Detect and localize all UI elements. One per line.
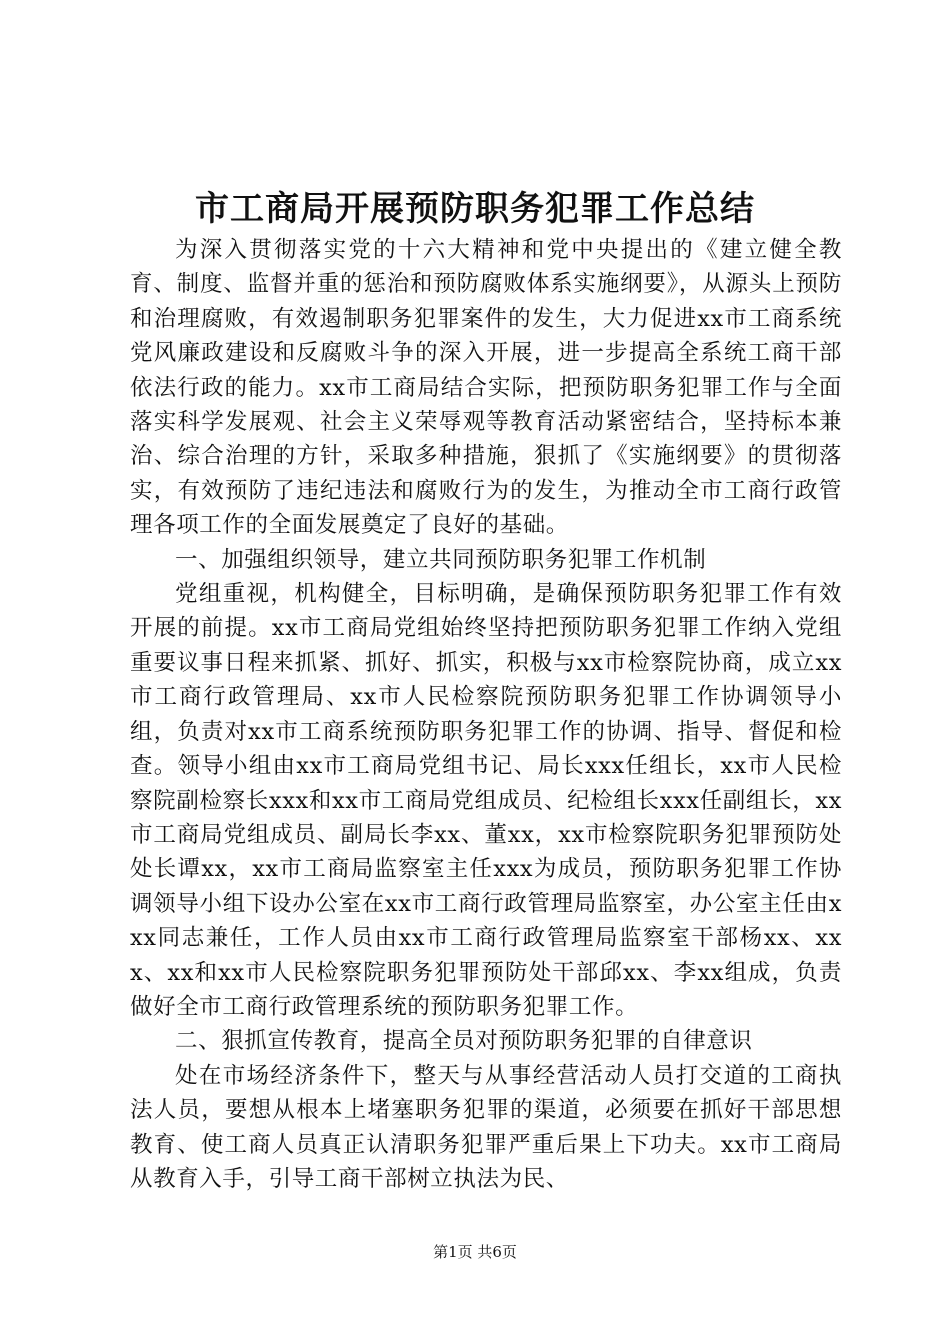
section-heading-2: 二、狠抓宣传教育，提高全员对预防职务犯罪的自律意识 xyxy=(175,1028,753,1055)
paragraph-education: 处在市场经济条件下，整天与从事经营活动人员打交道的工商执法人员，要想从根本上堵塞职务犯罪的渠道，必须要在抓好干部思想教育、使工商人员真正认清职务犯罪严重后果上下功夫。xx市工商局从教育入手，引导工商干部树立执法为民、 xyxy=(130,1062,842,1192)
page-number-footer: 第1页 共6页 xyxy=(433,1243,517,1261)
document-title: 市工商局开展预防职务犯罪工作总结 xyxy=(195,189,755,229)
paragraph-organization: 党组重视，机构健全，目标明确，是确保预防职务犯罪工作有效开展的前提。xx市工商局党组始终坚持把预防职务犯罪工作纳入党组重要议事日程来抓紧、抓好、抓实，积极与xx市检察院协商，成立xx市工商行政管理局、xx市人民检察院预防职务犯罪工作协调领导小组，负责对xx市工商系统预防职务犯罪工作的协调、指导、督促和检查。领导小组由xx市工商局党组书记、局长xxx任组长，xx市人民检察院副检察长xxx和xx市工商局党组成员、纪检组长xxx任副组长，xx市工商局党组成员、副局长李xx、董xx，xx市检察院职务犯罪预防处处长谭xx，xx市工商局监察室主任xxx为成员，预防职务犯罪工作协调领导小组下设办公室在xx市工商行政管理局监察室，办公室主任由xxx同志兼任，工作人员由xx市工商行政管理局监察室干部杨xx、xxx、xx和xx市人民检察院职务犯罪预防处干部邱xx、李xx组成，负责做好全市工商行政管理系统的预防职务犯罪工作。 xyxy=(130,581,842,1020)
section-heading-1: 一、加强组织领导，建立共同预防职务犯罪工作机制 xyxy=(175,546,707,573)
document-body xyxy=(130,233,842,1196)
paragraph-intro: 为深入贯彻落实党的十六大精神和党中央提出的《建立健全教育、制度、监督并重的惩治和预防腐败体系实施纲要》，从源头上预防和治理腐败，有效遏制职务犯罪案件的发生，大力促进xx市工商系统党风廉政建设和反腐败斗争的深入开展，进一步提高全系统工商干部依法行政的能力。xx市工商局结合实际，把预防职务犯罪工作与全面落实科学发展观、社会主义荣辱观等教育活动紧密结合，坚持标本兼治、综合治理的方针，采取多种措施，狠抓了《实施纲要》的贯彻落实，有效预防了违纪违法和腐败行为的发生，为推动全市工商行政管理各项工作的全面发展奠定了良好的基础。 xyxy=(130,237,842,539)
